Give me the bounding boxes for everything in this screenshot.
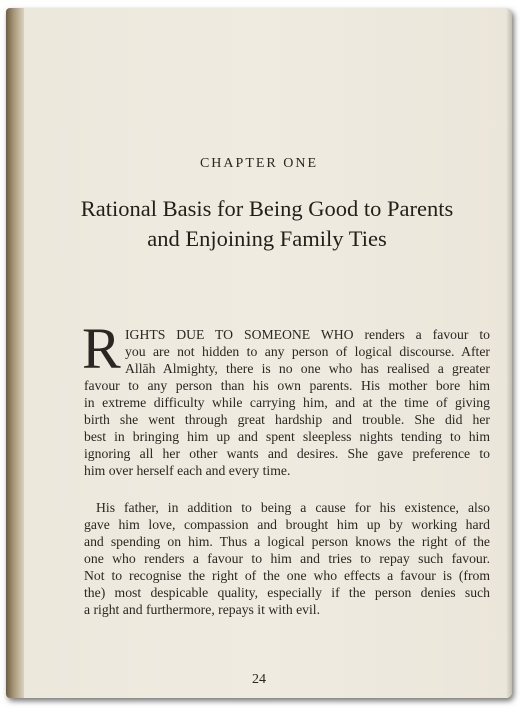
text-line: favour to any person than his own parents. His mother bore him: [84, 378, 490, 393]
text-line: ignoring all her other wants and desires. She gave preference to: [84, 446, 490, 461]
book-spine: [6, 8, 24, 698]
text-line: you are not hidden to any person of logical discourse. After: [125, 344, 490, 359]
text-line: the) most despicable quality, especially if the person denies such: [84, 585, 490, 600]
text-line: His father, in addition to being a cause for his existence, also: [96, 500, 490, 515]
chapter-title-line: and Enjoining Family Ties: [147, 226, 387, 251]
page-number: 24: [252, 672, 266, 687]
paragraph-1: [82, 316, 490, 479]
page-edge: [506, 8, 512, 698]
chapter-label: CHAPTER ONE: [199, 156, 319, 171]
text-line: one who renders a favour to him and tries to repay such favour.: [84, 551, 490, 566]
drop-cap: R: [82, 316, 121, 381]
text-line: IGHTS DUE TO SOMEONE WHO renders a favour to: [125, 327, 490, 342]
text-line: him over herself each and every time.: [84, 463, 291, 478]
chapter-title: [46, 194, 488, 254]
chapter-title-line: Rational Basis for Being Good to Parents: [80, 196, 454, 221]
text-line: a right and furthermore, repays it with evil.: [84, 602, 321, 617]
book-page: [6, 8, 512, 698]
text-line: and spending on him. Thus a logical person knows the right of the: [84, 534, 490, 549]
text-line: Allāh Almighty, there is no one who has realised a greater: [125, 361, 490, 376]
text-line: birth she went through great hardship and trouble. She did her: [84, 412, 490, 427]
text-line: gave him love, compassion and brought him up by working hard: [84, 517, 490, 532]
text-line: in extreme difficulty while carrying him, and at the time of giving: [84, 395, 490, 410]
text-line: Not to recognise the right of the one who effects a favour is (from: [84, 568, 490, 583]
text-line: best in bringing him up and spent sleepless nights tending to him: [84, 429, 490, 444]
paragraph-2: [84, 499, 490, 618]
